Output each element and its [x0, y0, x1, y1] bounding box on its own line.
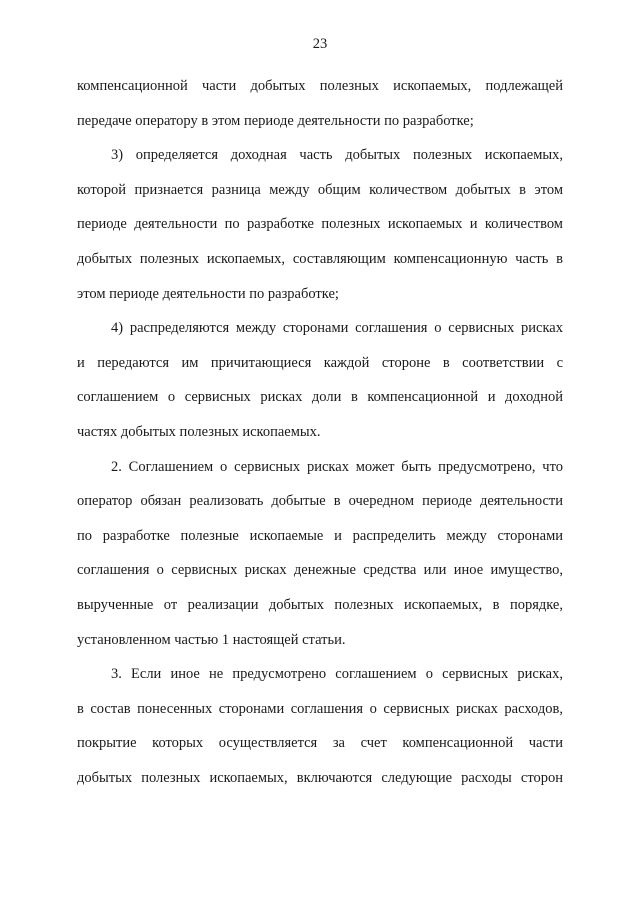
text-line: соглашением о сервисных рисках доли в компенсационной и доходной	[77, 389, 563, 406]
text-line: 2. Соглашением о сервисных рисках может быть предусмотрено, что	[111, 458, 563, 475]
text-line: в состав понесенных сторонами соглашения о сервисных рисках расходов,	[77, 700, 563, 717]
text-line: 3) определяется доходная часть добытых полезных ископаемых,	[111, 147, 563, 164]
text-line: компенсационной части добытых полезных ископаемых, подлежащей	[77, 78, 563, 94]
text-line: добытых полезных ископаемых, включаются следующие расходы сторон	[77, 769, 563, 786]
text-line: оператор обязан реализовать добытые в очередном периоде деятельности	[77, 493, 563, 510]
text-line: 3. Если иное не предусмотрено соглашением о сервисных рисках,	[111, 666, 563, 683]
text-line: этом периоде деятельности по разработке;	[77, 285, 339, 302]
text-line: которой признается разница между общим количеством добытых в этом	[77, 181, 563, 198]
text-line: передаче оператору в этом периоде деятельности по разработке;	[77, 112, 474, 129]
text-line: покрытие которых осуществляется за счет компенсационной части	[77, 735, 563, 752]
text-line: периоде деятельности по разработке полезных ископаемых и количеством	[77, 216, 563, 233]
text-line: 4) распределяются между сторонами соглашения о сервисных рисках	[111, 320, 563, 337]
text-line: установленном частью 1 настоящей статьи.	[77, 631, 346, 648]
text-line: добытых полезных ископаемых, составляющим компенсационную часть в	[77, 250, 563, 267]
text-line: частях добытых полезных ископаемых.	[77, 423, 321, 440]
text-line: по разработке полезные ископаемые и распределить между сторонами	[77, 527, 563, 544]
text-line: и передаются им причитающиеся каждой стороне в соответствии с	[77, 354, 563, 371]
text-line: вырученные от реализации добытых полезных ископаемых, в порядке,	[77, 596, 563, 613]
document-body	[77, 69, 563, 795]
page-number: 23	[312, 36, 328, 52]
text-line: соглашения о сервисных рисках денежные средства или иное имущество,	[77, 562, 563, 579]
